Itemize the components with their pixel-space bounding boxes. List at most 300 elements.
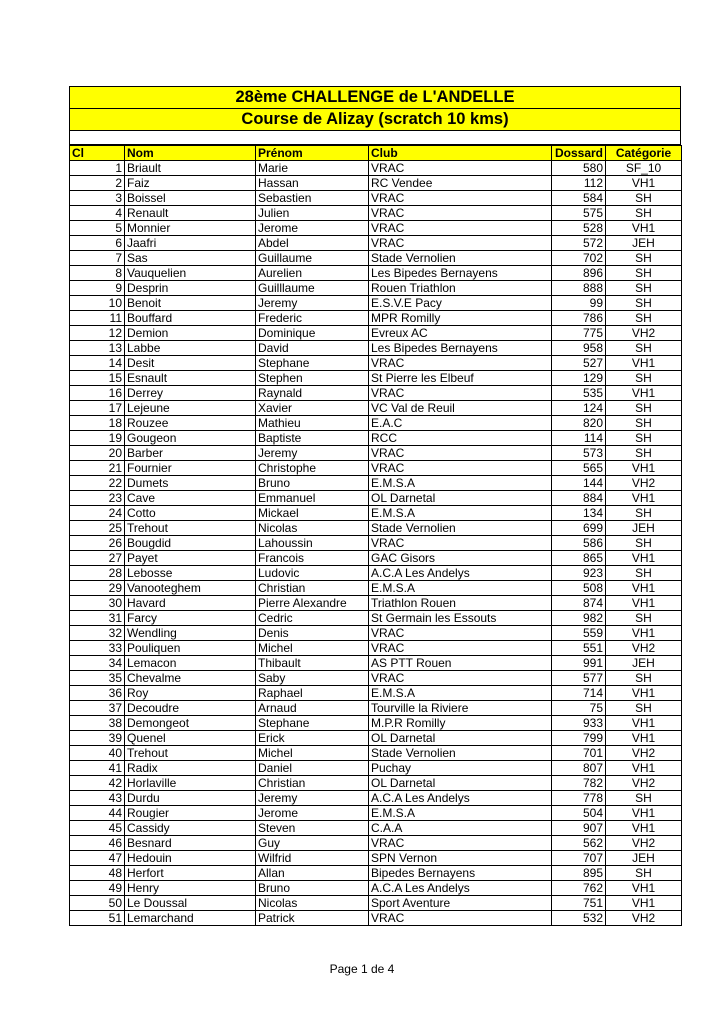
firstname-cell: Guilllaume [256,281,369,296]
firstname-cell: Daniel [256,761,369,776]
bib-cell: 124 [552,401,606,416]
firstname-cell: Bruno [256,881,369,896]
firstname-cell: Christophe [256,461,369,476]
table-row [70,356,682,371]
category-cell: SH [606,401,682,416]
table-row [70,416,682,431]
rank-cell: 49 [70,881,125,896]
table-row [70,701,682,716]
rank-cell: 36 [70,686,125,701]
surname-cell: Trehout [125,746,256,761]
firstname-cell: Erick [256,731,369,746]
club-cell: Stade Vernolien [369,521,552,536]
rank-cell: 26 [70,536,125,551]
firstname-cell: Guy [256,836,369,851]
bib-cell: 565 [552,461,606,476]
bib-cell: 551 [552,641,606,656]
rank-cell: 20 [70,446,125,461]
category-cell: SH [606,191,682,206]
surname-cell: Gougeon [125,431,256,446]
club-cell: VRAC [369,161,552,176]
rank-cell: 35 [70,671,125,686]
category-cell: SH [606,266,682,281]
club-cell: OL Darnetal [369,731,552,746]
rank-cell: 2 [70,176,125,191]
bib-cell: 504 [552,806,606,821]
firstname-cell: Wilfrid [256,851,369,866]
club-cell: St Germain les Essouts [369,611,552,626]
club-cell: SPN Vernon [369,851,552,866]
bib-cell: 751 [552,896,606,911]
category-cell: SH [606,341,682,356]
club-cell: VRAC [369,536,552,551]
bib-cell: 707 [552,851,606,866]
category-cell: SH [606,251,682,266]
rank-cell: 19 [70,431,125,446]
bib-cell: 799 [552,731,606,746]
category-cell: SH [606,311,682,326]
rank-cell: 45 [70,821,125,836]
firstname-cell: Patrick [256,911,369,926]
surname-cell: Demongeot [125,716,256,731]
category-cell: SH [606,371,682,386]
rank-cell: 9 [70,281,125,296]
table-row [70,446,682,461]
table-row [70,761,682,776]
table-row [70,176,682,191]
club-cell: Rouen Triathlon [369,281,552,296]
bib-cell: 699 [552,521,606,536]
bib-cell: 572 [552,236,606,251]
bib-cell: 923 [552,566,606,581]
bib-cell: 807 [552,761,606,776]
table-row [70,401,682,416]
table-row [70,206,682,221]
bib-cell: 99 [552,296,606,311]
rank-cell: 3 [70,191,125,206]
table-row [70,791,682,806]
bib-cell: 896 [552,266,606,281]
table-row [70,671,682,686]
firstname-cell: Frederic [256,311,369,326]
category-cell: SH [606,506,682,521]
category-cell: SH [606,296,682,311]
surname-cell: Chevalme [125,671,256,686]
bib-cell: 577 [552,671,606,686]
category-cell: VH1 [606,356,682,371]
firstname-cell: Sebastien [256,191,369,206]
club-cell: Stade Vernolien [369,746,552,761]
category-cell: VH1 [606,386,682,401]
club-cell: Les Bipedes Bernayens [369,341,552,356]
table-row [70,251,682,266]
category-cell: JEH [606,851,682,866]
category-cell: VH1 [606,761,682,776]
club-cell: MPR Romilly [369,311,552,326]
surname-cell: Bougdid [125,536,256,551]
rank-cell: 17 [70,401,125,416]
firstname-cell: Lahoussin [256,536,369,551]
category-cell: VH1 [606,806,682,821]
rank-cell: 25 [70,521,125,536]
surname-cell: Vanooteghem [125,581,256,596]
rank-cell: 48 [70,866,125,881]
rank-cell: 12 [70,326,125,341]
surname-cell: Jaafri [125,236,256,251]
rank-cell: 1 [70,161,125,176]
firstname-cell: Julien [256,206,369,221]
rank-cell: 43 [70,791,125,806]
firstname-cell: Nicolas [256,896,369,911]
rank-cell: 14 [70,356,125,371]
firstname-cell: Aurelien [256,266,369,281]
firstname-cell: Jeremy [256,791,369,806]
table-row [70,266,682,281]
bib-cell: 888 [552,281,606,296]
club-cell: VRAC [369,446,552,461]
table-row [70,296,682,311]
surname-cell: Benoit [125,296,256,311]
bib-cell: 528 [552,221,606,236]
bib-cell: 865 [552,551,606,566]
rank-cell: 29 [70,581,125,596]
club-cell: Stade Vernolien [369,251,552,266]
table-row [70,191,682,206]
bib-cell: 786 [552,311,606,326]
surname-cell: Trehout [125,521,256,536]
firstname-cell: Jerome [256,221,369,236]
table-row [70,896,682,911]
surname-cell: Radix [125,761,256,776]
bib-cell: 775 [552,326,606,341]
category-cell: VH1 [606,626,682,641]
bib-cell: 112 [552,176,606,191]
rank-cell: 8 [70,266,125,281]
firstname-cell: Jeremy [256,446,369,461]
bib-cell: 144 [552,476,606,491]
category-cell: SH [606,566,682,581]
table-row [70,836,682,851]
surname-cell: Decoudre [125,701,256,716]
table-row [70,326,682,341]
firstname-cell: Bruno [256,476,369,491]
bib-cell: 778 [552,791,606,806]
firstname-cell: Nicolas [256,521,369,536]
table-row [70,581,682,596]
rank-cell: 41 [70,761,125,776]
bib-cell: 575 [552,206,606,221]
category-cell: VH1 [606,896,682,911]
table-row [70,716,682,731]
table-row [70,461,682,476]
bib-cell: 874 [552,596,606,611]
table-row [70,686,682,701]
table-row [70,431,682,446]
category-cell: VH1 [606,461,682,476]
rank-cell: 5 [70,221,125,236]
surname-cell: Cave [125,491,256,506]
rank-cell: 4 [70,206,125,221]
bib-cell: 958 [552,341,606,356]
category-cell: VH1 [606,551,682,566]
category-cell: SH [606,611,682,626]
firstname-cell: Hassan [256,176,369,191]
title-block [69,86,681,145]
table-row [70,161,682,176]
surname-cell: Farcy [125,611,256,626]
surname-cell: Henry [125,881,256,896]
table-row [70,881,682,896]
rank-cell: 46 [70,836,125,851]
club-cell: Bipedes Bernayens [369,866,552,881]
category-cell: VH1 [606,596,682,611]
club-cell: OL Darnetal [369,491,552,506]
rank-cell: 23 [70,491,125,506]
firstname-cell: Raynald [256,386,369,401]
surname-cell: Cassidy [125,821,256,836]
category-cell: SH [606,416,682,431]
category-cell: VH1 [606,221,682,236]
surname-cell: Le Doussal [125,896,256,911]
rank-cell: 31 [70,611,125,626]
table-row [70,341,682,356]
category-cell: VH1 [606,686,682,701]
surname-cell: Labbe [125,341,256,356]
rank-cell: 30 [70,596,125,611]
club-cell: GAC Gisors [369,551,552,566]
bib-cell: 562 [552,836,606,851]
firstname-cell: Stephane [256,356,369,371]
category-cell: SH [606,281,682,296]
club-cell: A.C.A Les Andelys [369,566,552,581]
rank-cell: 18 [70,416,125,431]
col-header-nom: Nom [125,146,256,161]
firstname-cell: Allan [256,866,369,881]
surname-cell: Demion [125,326,256,341]
surname-cell: Cotto [125,506,256,521]
rank-cell: 50 [70,896,125,911]
rank-cell: 34 [70,656,125,671]
category-cell: SH [606,866,682,881]
surname-cell: Fournier [125,461,256,476]
bib-cell: 701 [552,746,606,761]
bib-cell: 820 [552,416,606,431]
firstname-cell: Michel [256,746,369,761]
surname-cell: Lemacon [125,656,256,671]
club-cell: Les Bipedes Bernayens [369,266,552,281]
category-cell: SH [606,446,682,461]
firstname-cell: Jeremy [256,296,369,311]
table-row [70,491,682,506]
club-cell: E.M.S.A [369,806,552,821]
club-cell: VRAC [369,191,552,206]
surname-cell: Barber [125,446,256,461]
table-row [70,371,682,386]
category-cell: VH2 [606,326,682,341]
bib-cell: 559 [552,626,606,641]
club-cell: VRAC [369,206,552,221]
table-row [70,731,682,746]
surname-cell: Renault [125,206,256,221]
rank-cell: 40 [70,746,125,761]
club-cell: St Pierre les Elbeuf [369,371,552,386]
rank-cell: 51 [70,911,125,926]
rank-cell: 27 [70,551,125,566]
bib-cell: 580 [552,161,606,176]
club-cell: M.P.R Romilly [369,716,552,731]
category-cell: SH [606,431,682,446]
bib-cell: 535 [552,386,606,401]
rank-cell: 38 [70,716,125,731]
club-cell: Sport Aventure [369,896,552,911]
club-cell: C.A.A [369,821,552,836]
table-row [70,476,682,491]
firstname-cell: Baptiste [256,431,369,446]
surname-cell: Boissel [125,191,256,206]
category-cell: SH [606,206,682,221]
col-header-club: Club [369,146,552,161]
table-row [70,221,682,236]
firstname-cell: Christian [256,776,369,791]
category-cell: VH2 [606,746,682,761]
bib-cell: 702 [552,251,606,266]
surname-cell: Desprin [125,281,256,296]
club-cell: VRAC [369,626,552,641]
rank-cell: 39 [70,731,125,746]
category-cell: VH2 [606,776,682,791]
page-footer: Page 1 de 4 [329,962,395,976]
race-subtitle: Course de Alizay (scratch 10 kms) [70,109,680,131]
surname-cell: Lejeune [125,401,256,416]
table-row [70,551,682,566]
surname-cell: Desit [125,356,256,371]
category-cell: SH [606,791,682,806]
club-cell: E.M.S.A [369,506,552,521]
firstname-cell: Abdel [256,236,369,251]
rank-cell: 28 [70,566,125,581]
surname-cell: Dumets [125,476,256,491]
firstname-cell: Pierre Alexandre [256,596,369,611]
firstname-cell: Jerome [256,806,369,821]
surname-cell: Bouffard [125,311,256,326]
bib-cell: 527 [552,356,606,371]
club-cell: VRAC [369,356,552,371]
results-table [69,145,682,926]
firstname-cell: Stephane [256,716,369,731]
club-cell: VRAC [369,461,552,476]
bib-cell: 782 [552,776,606,791]
rank-cell: 37 [70,701,125,716]
table-row [70,596,682,611]
firstname-cell: Francois [256,551,369,566]
col-header-categorie: Catégorie [606,146,682,161]
bib-cell: 532 [552,911,606,926]
rank-cell: 42 [70,776,125,791]
firstname-cell: Saby [256,671,369,686]
category-cell: JEH [606,656,682,671]
club-cell: OL Darnetal [369,776,552,791]
rank-cell: 7 [70,251,125,266]
firstname-cell: Dominique [256,326,369,341]
firstname-cell: Christian [256,581,369,596]
category-cell: SF_10 [606,161,682,176]
category-cell: VH1 [606,176,682,191]
surname-cell: Wendling [125,626,256,641]
category-cell: VH1 [606,881,682,896]
rank-cell: 24 [70,506,125,521]
surname-cell: Vauquelien [125,266,256,281]
club-cell: E.M.S.A [369,581,552,596]
club-cell: VRAC [369,386,552,401]
bib-cell: 933 [552,716,606,731]
table-row [70,746,682,761]
bib-cell: 586 [552,536,606,551]
table-row [70,611,682,626]
surname-cell: Horlaville [125,776,256,791]
club-cell: A.C.A Les Andelys [369,881,552,896]
table-row [70,866,682,881]
club-cell: E.A.C [369,416,552,431]
club-cell: AS PTT Rouen [369,656,552,671]
bib-cell: 134 [552,506,606,521]
category-cell: VH1 [606,821,682,836]
club-cell: Triathlon Rouen [369,596,552,611]
bib-cell: 895 [552,866,606,881]
surname-cell: Pouliquen [125,641,256,656]
club-cell: VRAC [369,221,552,236]
table-row [70,311,682,326]
blank-row [70,131,680,145]
category-cell: VH1 [606,731,682,746]
surname-cell: Payet [125,551,256,566]
bib-cell: 129 [552,371,606,386]
firstname-cell: Michel [256,641,369,656]
bib-cell: 114 [552,431,606,446]
surname-cell: Faiz [125,176,256,191]
rank-cell: 10 [70,296,125,311]
firstname-cell: Arnaud [256,701,369,716]
rank-cell: 32 [70,626,125,641]
col-header-prenom: Prénom [256,146,369,161]
surname-cell: Durdu [125,791,256,806]
surname-cell: Roy [125,686,256,701]
rank-cell: 15 [70,371,125,386]
results-body [70,161,682,926]
surname-cell: Herfort [125,866,256,881]
results-sheet [69,86,681,926]
event-title: 28ème CHALLENGE de L'ANDELLE [70,87,680,109]
col-header-dossard: Dossard [552,146,606,161]
bib-cell: 714 [552,686,606,701]
category-cell: JEH [606,236,682,251]
firstname-cell: Raphael [256,686,369,701]
firstname-cell: Guillaume [256,251,369,266]
rank-cell: 33 [70,641,125,656]
rank-cell: 6 [70,236,125,251]
surname-cell: Esnault [125,371,256,386]
category-cell: SH [606,701,682,716]
club-cell: VRAC [369,641,552,656]
rank-cell: 47 [70,851,125,866]
table-row [70,821,682,836]
rank-cell: 21 [70,461,125,476]
category-cell: VH2 [606,641,682,656]
col-header-cl: Cl [70,146,125,161]
table-row [70,521,682,536]
bib-cell: 991 [552,656,606,671]
bib-cell: 982 [552,611,606,626]
table-row [70,236,682,251]
